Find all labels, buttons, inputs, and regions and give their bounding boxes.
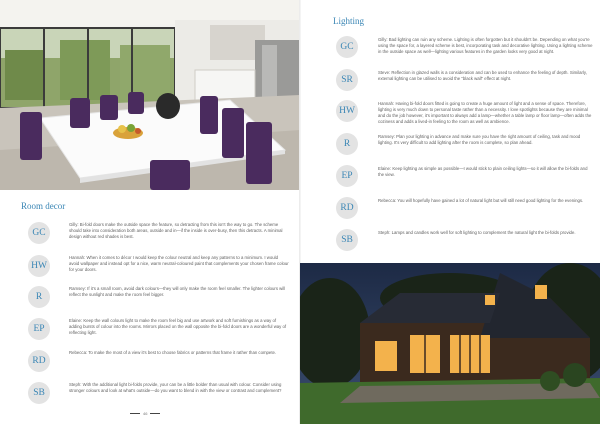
entry-text: Rebecca: You will hopefully have gained a lot of natural light but will still need good lighting for the evenings. bbox=[378, 198, 584, 203]
list-item bbox=[28, 222, 290, 244]
initials-badge: HW bbox=[336, 100, 358, 122]
list-item bbox=[336, 69, 594, 91]
list-item bbox=[336, 100, 594, 125]
entry-text: Elaine: Keep lighting as simple as possible—I would stick to plain ceiling lights—so it will allow the bi-folds and the view. bbox=[378, 166, 588, 177]
initials-badge: EP bbox=[28, 318, 50, 340]
entry-text: Hannah: When it comes to décor I would keep the colour neutral and keep any patterns to a minimum. I would avoid wallpaper and instead opt for a nice, warm neutral-coloured paint that complements your chosen frame colour for your doors. bbox=[69, 255, 289, 272]
list-item bbox=[28, 350, 290, 372]
initials-badge: GC bbox=[28, 222, 50, 244]
page-number: 46 bbox=[143, 411, 148, 416]
list-item bbox=[336, 165, 594, 187]
entry-text: Gilly: Bi-fold doors make the outside space the feature, so detracting from this isn't the way to go. The scheme should take into consideration both areas, outside and in—if the inside is over-busy, then this detracts. A minimal design without red shades is best. bbox=[69, 222, 283, 239]
list-item bbox=[336, 133, 594, 155]
list-item bbox=[336, 197, 594, 219]
entry-text: Rebecca: To make the most of a view it's best to choose fabrics or patterns that frame it rather than compete. bbox=[69, 350, 277, 355]
entry-text: Hannah: Having bi-fold doors fitted is going to create a huge amount of light and a sense of space. Therefore, lighting is very much down to personal taste rather than a necessity. I love spotlights because they are minimal and do the job however, it's important to always add a lamp—whether a table lamp or floor lamp—often adds the coziness and adds a lived-in feeling to the room as well as ambience. bbox=[378, 101, 592, 124]
folio-rule bbox=[150, 413, 160, 414]
kitchen-photo bbox=[0, 0, 300, 190]
entry-text: Steve: Reflection in glazed walls is a consideration and can be used to enhance the feeling of depth. Similarly, external lighting can be utilised to avoid the "black wall" effect at night. bbox=[378, 70, 587, 81]
initials-badge: RD bbox=[28, 350, 50, 372]
initials-badge: R bbox=[28, 286, 50, 308]
folio-rule bbox=[130, 413, 140, 414]
initials-badge: R bbox=[336, 133, 358, 155]
list-item bbox=[28, 255, 290, 277]
page-folio bbox=[130, 411, 160, 416]
list-item bbox=[28, 382, 290, 404]
list-item bbox=[28, 286, 290, 308]
initials-badge: SB bbox=[28, 382, 50, 404]
entry-text: Ramsey: If it's a small room, avoid dark colours—they will only make the room feel smaller. The lighter colours will reflect the sunlight and make the room feel bigger. bbox=[69, 286, 286, 297]
section-title-room-decor: Room decor bbox=[21, 201, 66, 211]
entry-text: Elaine: Keep the wall colours light to make the room feel big and use artwork and soft furnishings as a way of adding bursts of colour into the rooms. Mirrors placed on the wall opposite the bi-fold doors are a wonderful way of reflecting light. bbox=[69, 318, 287, 335]
initials-badge: HW bbox=[28, 255, 50, 277]
initials-badge: GC bbox=[336, 36, 358, 58]
initials-badge: SB bbox=[336, 229, 358, 251]
entry-text: Ramsey: Plan your lighting in advance and make sure you have the right amount of ceiling, task and mood lighting. It's very difficult to add lighting after the room is complete, so plan ahead. bbox=[378, 134, 581, 145]
initials-badge: EP bbox=[336, 165, 358, 187]
initials-badge: RD bbox=[336, 197, 358, 219]
section-title-lighting: Lighting bbox=[333, 16, 364, 26]
list-item bbox=[336, 229, 594, 251]
house-photo bbox=[300, 263, 600, 424]
list-item bbox=[336, 36, 594, 58]
initials-badge: SR bbox=[336, 69, 358, 91]
entry-text: Steph: Lamps and candles work well for soft lighting to complement the natural light the bi-folds provide. bbox=[378, 230, 576, 235]
entry-text: Steph: With the additional light bi-folds provide, your can be a little bolder than usual with colour. Consider using stronger colours and look at what's outside—do you want to blend in with the view or contrast and complement? bbox=[69, 382, 282, 393]
list-item bbox=[28, 318, 290, 340]
entry-text: Gilly: Bad lighting can ruin any scheme. Lighting is often forgotten but it shouldn't be. Depending on what you're using the space for, a layered scheme is best, incorporating task and decorative lighting. Using a lighting scheme in the outside space as well—lighting various features in the garden looks very good at night. bbox=[378, 37, 593, 54]
